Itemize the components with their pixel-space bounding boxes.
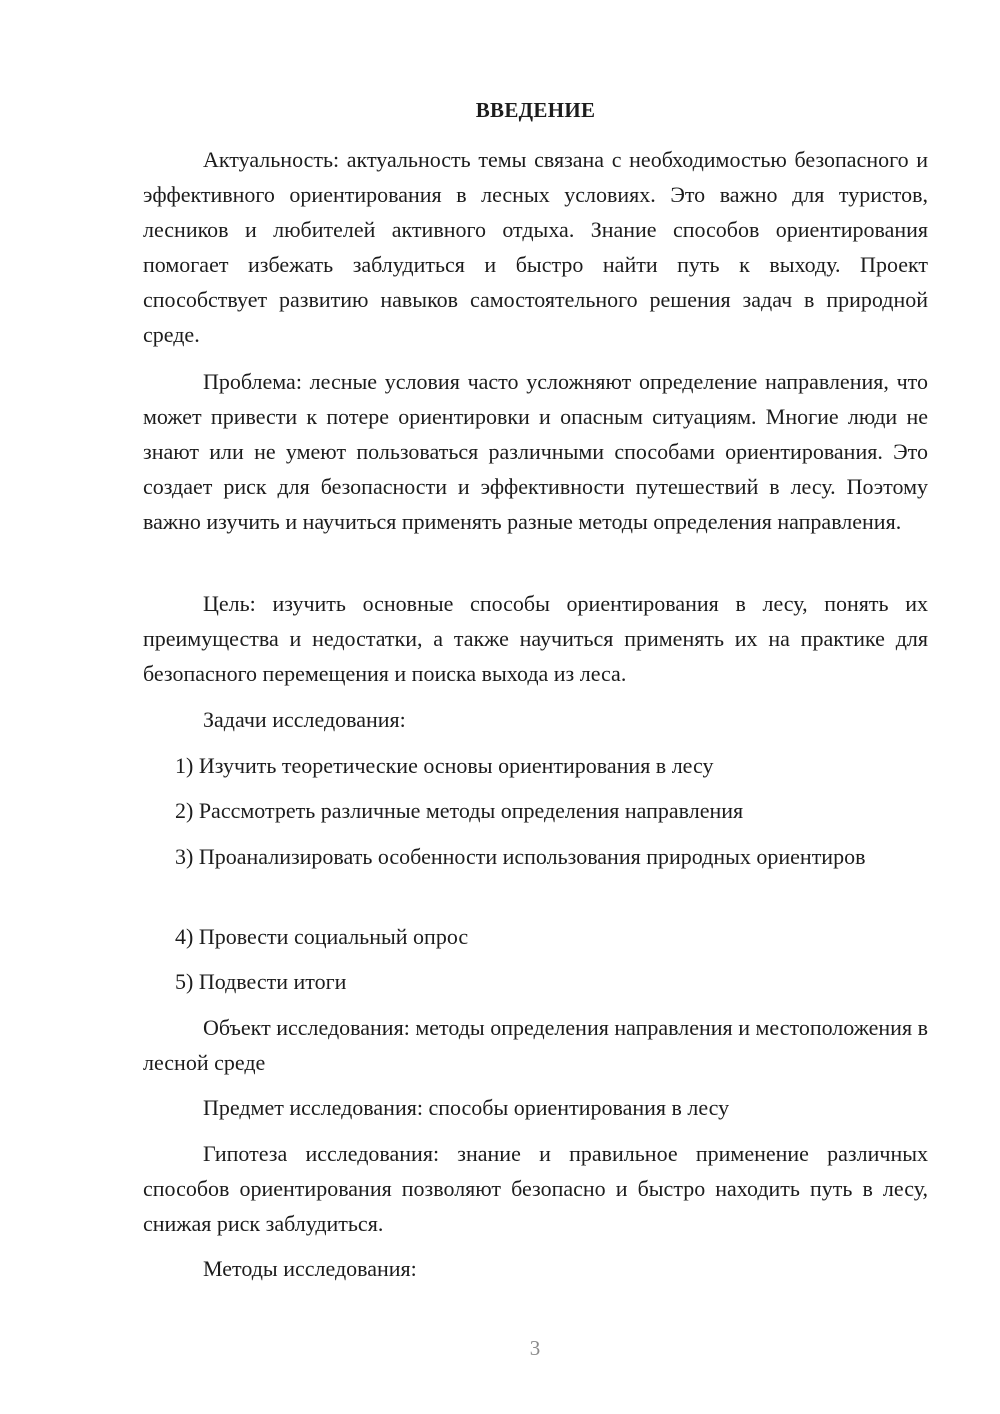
paragraph-problem: Проблема: лесные условия часто усложняют определение направления, что может привести к потере ориентировки и опасным ситуациям. Многие люди не знают или не умеют пользоваться различными способами ориентирования. Это создает риск для безопасности и эффективности путешествий в лесу. Поэтому важно изучить и научиться применять разные методы определения направления.: [143, 369, 928, 534]
task-item-5: 5) Подвести итоги: [175, 969, 347, 994]
task-item-2: 2) Рассмотреть различные методы определения направления: [175, 798, 744, 823]
paragraph-relevance: Актуальность: актуальность темы связана с необходимостью безопасного и эффективного ориентирования в лесных условиях. Это важно для туристов, лесников и любителей активного отдыха. Знание способов ориентирования помогает избежать заблудиться и быстро найти путь к выходу. Проект способствует развитию навыков самостоятельного решения задач в природной среде.: [143, 147, 928, 347]
page-number: 3: [529, 1336, 541, 1360]
paragraph-goal: Цель: изучить основные способы ориентирования в лесу, понять их преимущества и недостатки, а также научиться применять их на практике для безопасного перемещения и поиска выхода из леса.: [143, 591, 928, 686]
paragraph-hypothesis: Гипотеза исследования: знание и правильное применение различных способов ориентирования позволяют безопасно и быстро находить путь в лесу, снижая риск заблудиться.: [143, 1141, 928, 1236]
section-heading: ВВЕДЕНИЕ: [475, 98, 596, 122]
paragraph-object: Объект исследования: методы определения направления и местоположения в лесной среде: [143, 1015, 928, 1075]
paragraph-tasks-heading: Задачи исследования:: [203, 707, 406, 732]
task-item-1: 1) Изучить теоретические основы ориентирования в лесу: [175, 753, 714, 778]
paragraph-methods: Методы исследования:: [203, 1256, 417, 1281]
task-item-4: 4) Провести социальный опрос: [175, 924, 469, 949]
paragraph-subject: Предмет исследования: способы ориентирования в лесу: [203, 1095, 730, 1120]
task-item-3: 3) Проанализировать особенности использования природных ориентиров: [175, 844, 866, 869]
